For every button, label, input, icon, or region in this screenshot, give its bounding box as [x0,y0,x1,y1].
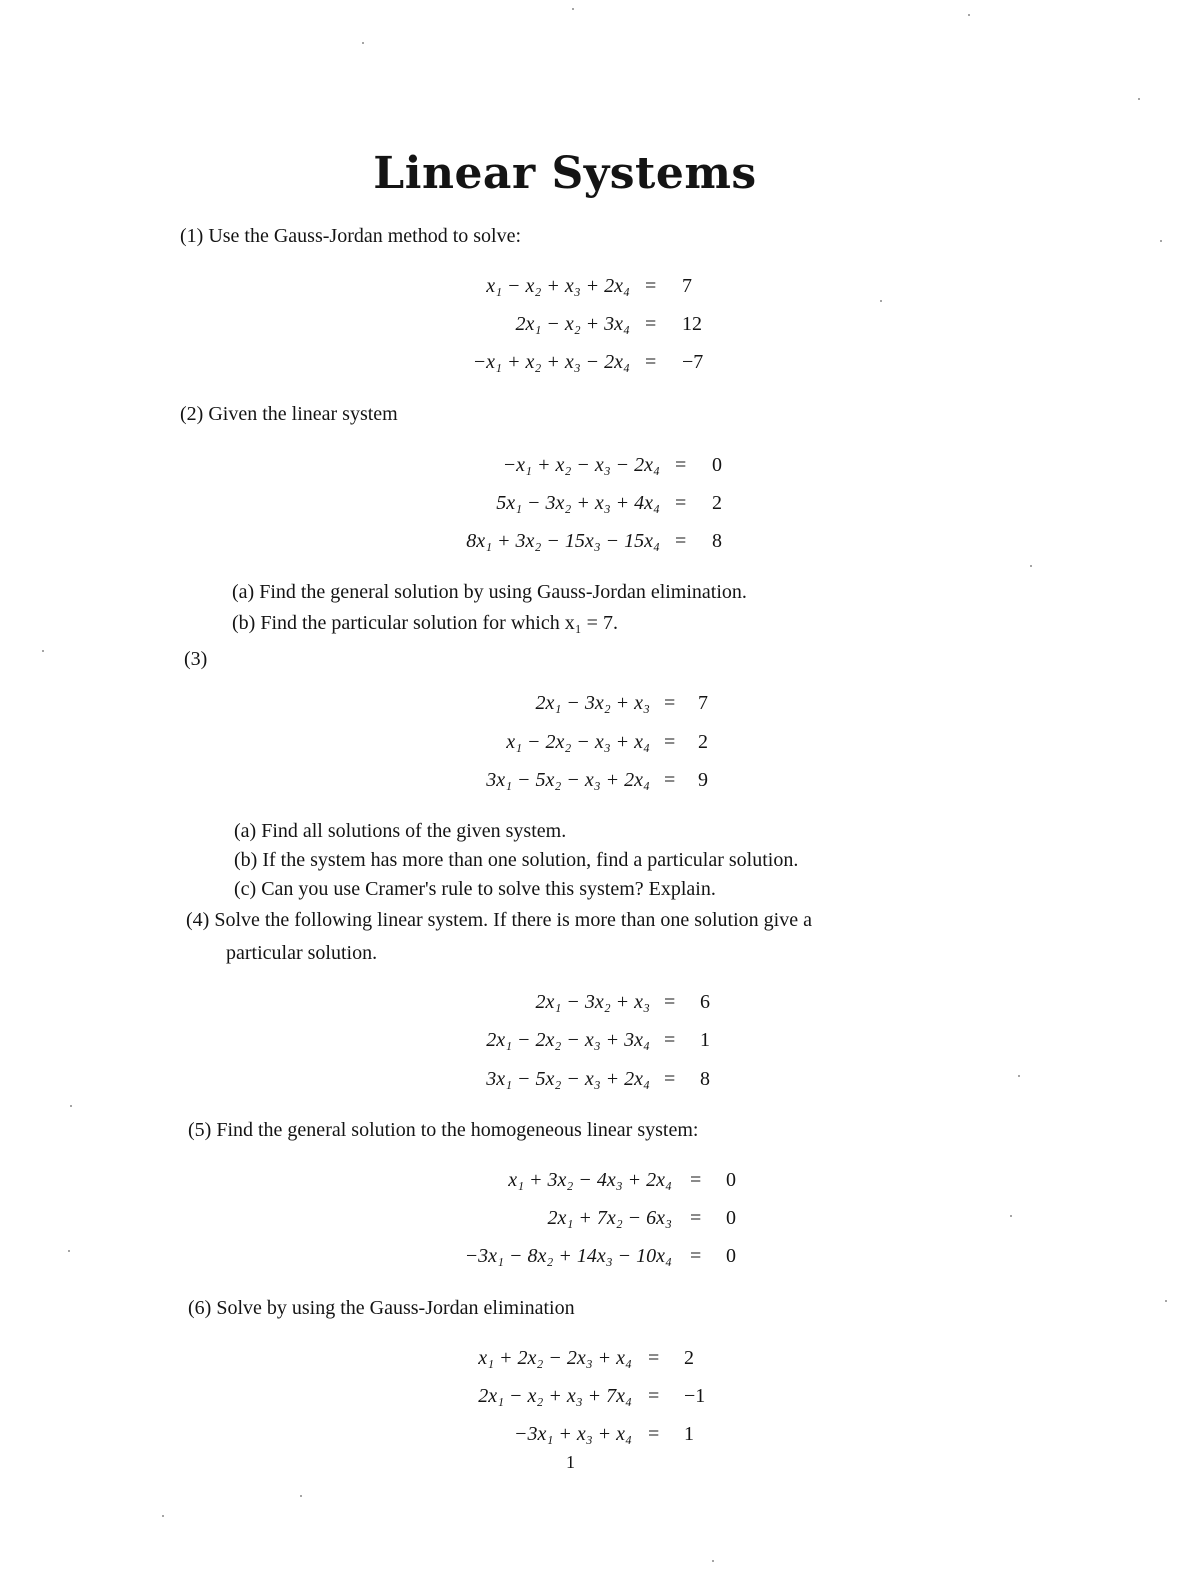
equals-sign: = [690,1169,702,1191]
equation-lhs: 3x₁ − 5x₂ − x₃ + 2x₄ [486,1068,650,1090]
equation-lhs: x₁ − x₂ + x₃ + 2x₄ [486,275,630,297]
equals-sign: = [675,454,687,476]
equation-rhs: 8 [712,530,722,552]
equation-lhs: 2x₁ − x₂ + x₃ + 7x₄ [478,1385,632,1407]
equation-rhs: 9 [698,769,708,791]
problem-3-prompt: (3) [184,648,208,670]
equation-rhs: −1 [684,1385,706,1407]
equals-sign: = [664,1068,676,1090]
problem-6-prompt: (6) Solve by using the Gauss-Jordan elimination [188,1297,575,1319]
equation-lhs: 2x₁ − 2x₂ − x₃ + 3x₄ [486,1029,650,1051]
equals-sign: = [648,1423,660,1445]
equation-lhs: −3x₁ − 8x₂ + 14x₃ − 10x₄ [464,1245,672,1267]
equals-sign: = [645,351,657,373]
equation-rhs: 2 [684,1347,694,1369]
equation-lhs: −x₁ + x₂ + x₃ − 2x₄ [472,351,630,373]
equation-lhs: 2x₁ − x₂ + 3x₄ [515,313,630,335]
problem-4-prompt-continued: particular solution. [226,942,378,964]
equation-rhs: 1 [700,1029,710,1051]
equals-sign: = [664,692,676,714]
equation-rhs: 7 [698,692,708,714]
equals-sign: = [690,1207,702,1229]
equation-rhs: 0 [726,1207,736,1229]
equation-rhs: 7 [682,275,692,297]
page-number: 1 [566,1452,575,1472]
equals-sign: = [664,1029,676,1051]
problem-5-prompt: (5) Find the general solution to the homogeneous linear system: [188,1119,699,1141]
equation-rhs: 8 [700,1068,710,1090]
equation-rhs: 0 [712,454,722,476]
equation-rhs: 2 [712,492,722,514]
equals-sign: = [664,991,676,1013]
problem-2-part-a: (a) Find the general solution by using Gauss-Jordan elimination. [232,581,747,603]
equation-lhs: 8x₁ + 3x₂ − 15x₃ − 15x₄ [466,530,660,552]
equation-lhs: x₁ + 2x₂ − 2x₃ + x₄ [478,1347,632,1369]
equation-rhs: −7 [682,351,704,373]
problem-3-part-b: (b) If the system has more than one solution, find a particular solution. [234,849,799,871]
equation-rhs: 0 [726,1169,736,1191]
page-title: Linear Systems [373,148,757,199]
equation-rhs: 6 [700,991,710,1013]
equals-sign: = [664,769,676,791]
equation-lhs: 5x₁ − 3x₂ + x₃ + 4x₄ [496,492,660,514]
equation-lhs: −x₁ + x₂ − x₃ − 2x₄ [502,454,660,476]
equals-sign: = [648,1347,660,1369]
equals-sign: = [664,731,676,753]
equation-lhs: 2x₁ − 3x₂ + x₃ [535,991,650,1013]
equals-sign: = [690,1245,702,1267]
problem-3-part-a: (a) Find all solutions of the given system. [234,820,567,842]
equation-rhs: 12 [682,313,702,335]
equation-lhs: x₁ + 3x₂ − 4x₃ + 2x₄ [508,1169,672,1191]
equation-rhs: 2 [698,731,708,753]
problem-2-part-b: (b) Find the particular solution for which x₁ = 7. [232,612,618,634]
equals-sign: = [645,275,657,297]
equals-sign: = [675,530,687,552]
problem-1-prompt: (1) Use the Gauss-Jordan method to solve: [180,225,522,247]
equals-sign: = [675,492,687,514]
equation-rhs: 0 [726,1245,736,1267]
equation-lhs: x₁ − 2x₂ − x₃ + x₄ [506,731,650,753]
equation-lhs: 2x₁ + 7x₂ − 6x₃ [547,1207,672,1229]
equals-sign: = [648,1385,660,1407]
equation-rhs: 1 [684,1423,694,1445]
equals-sign: = [645,313,657,335]
problem-4-prompt: (4) Solve the following linear system. If there is more than one solution give a [186,909,812,931]
equation-lhs: 3x₁ − 5x₂ − x₃ + 2x₄ [486,769,650,791]
problem-3-part-c: (c) Can you use Cramer's rule to solve this system? Explain. [234,878,716,900]
equation-lhs: −3x₁ + x₃ + x₄ [514,1423,632,1445]
equation-lhs: 2x₁ − 3x₂ + x₃ [535,692,650,714]
problem-2-prompt: (2) Given the linear system [180,403,398,425]
